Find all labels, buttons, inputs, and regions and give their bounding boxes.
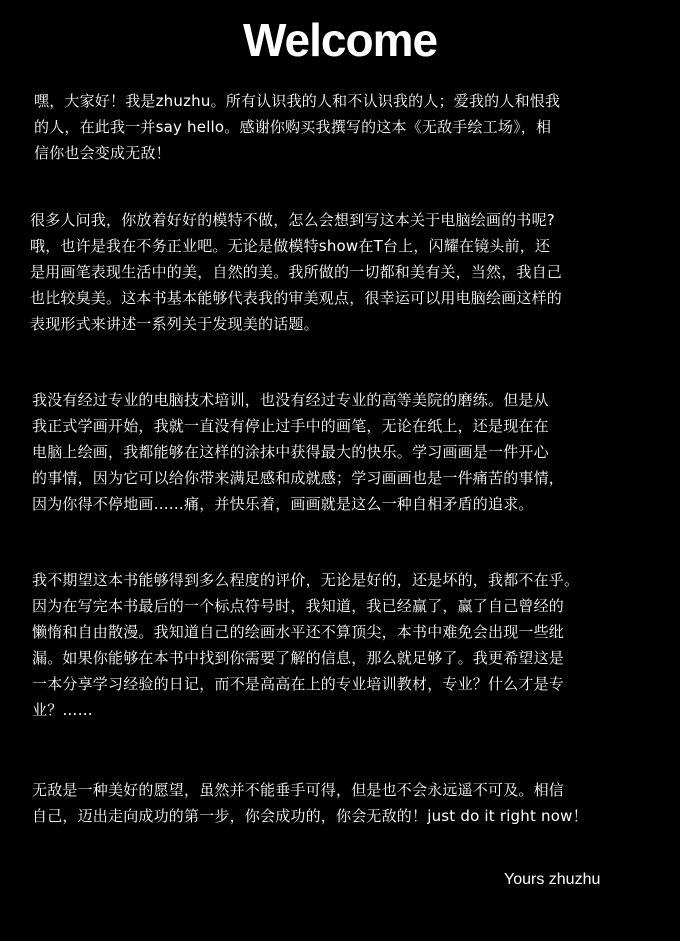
text-line: 也比较臭美。这本书基本能够代表我的审美观点，很幸运可以用电脑绘画这样的: [30, 289, 563, 307]
page-title: Welcome: [242, 14, 438, 66]
paragraph-greeting: [34, 88, 560, 166]
text-line: 一本分享学习经验的日记，而不是高高在上的专业培训教材，专业？什么才是专: [32, 675, 565, 693]
paragraph-training: [32, 387, 564, 517]
paragraph-closing: [32, 777, 588, 829]
text-line: 懒惰和自由散漫。我知道自己的绘画水平还不算顶尖，本书中难免会出现一些纰: [32, 623, 565, 641]
text-line: 电脑上绘画，我都能够在这样的涂抹中获得最大的快乐。学习画画是一件开心: [32, 443, 549, 461]
text-line: 漏。如果你能够在本书中找到你需要了解的信息，那么就足够了。我更希望这是: [32, 649, 565, 667]
paragraph-why-book: [30, 207, 562, 337]
text-line: 我正式学画开始，我就一直没有停止过手中的画笔，无论在纸上，还是现在在: [32, 417, 549, 435]
text-line: 无敌是一种美好的愿望，虽然并不能垂手可得，但是也不会永远遥不可及。相信: [32, 781, 565, 799]
text-line: 是用画笔表现生活中的美，自然的美。我所做的一切都和美有关，当然，我自己: [30, 263, 563, 281]
text-line: 我不期望这本书能够得到多么程度的评价，无论是好的，还是坏的，我都不在乎。: [32, 571, 580, 589]
text-line: 表现形式来讲述一系列关于发现美的话题。: [30, 315, 319, 333]
text-line: 因为在写完本书最后的一个标点符号时，我知道，我已经赢了，赢了自己曾经的: [32, 597, 565, 615]
signature: Yours zhuzhu: [504, 871, 601, 888]
text-line: 嘿，大家好！我是zhuzhu。所有认识我的人和不认识我的人；爱我的人和恨我: [34, 92, 561, 110]
text-line: 很多人问我，你放着好好的模特不做，怎么会想到写这本关于电脑绘画的书呢?: [30, 211, 555, 229]
text-line: 的人，在此我一并say hello。感谢你购买我撰写的这本《无敌手绘工场》，相: [34, 118, 552, 136]
text-line: 因为你得不停地画……痛，并快乐着，画画就是这么一种自相矛盾的追求。: [32, 495, 534, 513]
text-line: 信你也会变成无敌！: [34, 144, 171, 162]
paragraph-expectations: [32, 567, 579, 723]
text-line: 的事情，因为它可以给你带来满足感和成就感；学习画画也是一件痛苦的事情，: [32, 469, 565, 487]
text-line: 自己，迈出走向成功的第一步，你会成功的，你会无敌的！just do it right now！: [32, 807, 588, 825]
text-line: 我没有经过专业的电脑技术培训，也没有经过专业的高等美院的磨练。但是从: [32, 391, 549, 409]
text-line: 业？……: [32, 701, 93, 719]
text-line: 哦，也许是我在不务正业吧。无论是做模特show在T台上，闪耀在镜头前，还: [30, 237, 551, 255]
